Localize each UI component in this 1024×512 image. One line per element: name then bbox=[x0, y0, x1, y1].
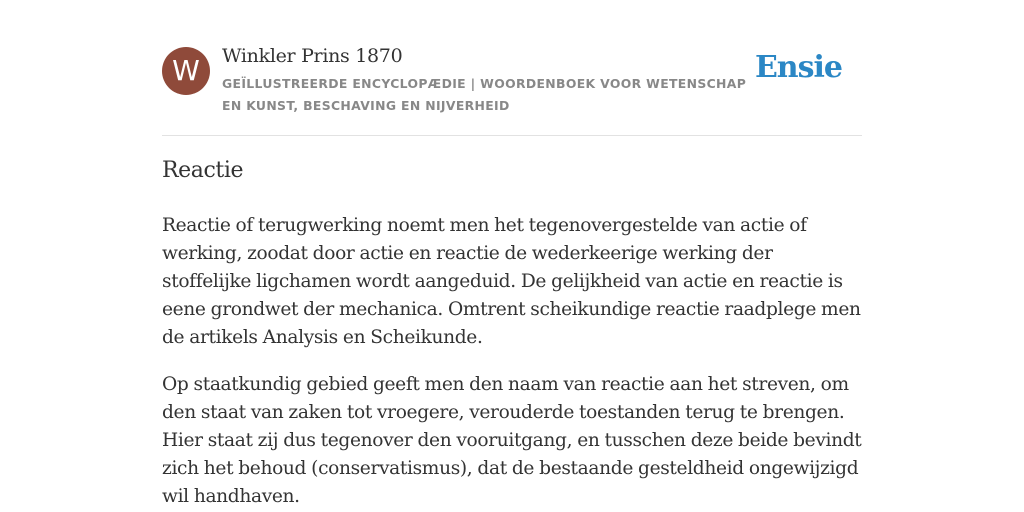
ensie-logo[interactable]: Ensie bbox=[754, 50, 842, 85]
entry-paragraph: Op staatkundig gebied geeft men den naam van reactie aan het streven, om den staat van zaken tot vroegere, verouderde toestanden terug te brengen. Hier staat zij dus tegenover den vooruitgang, en tusschen deze beide bevindt zich het behoud (conservatismus), dat de bestaande gesteldheid ongewijzigd wil handhaven. bbox=[162, 374, 862, 507]
header-divider bbox=[162, 135, 862, 136]
source-subtitle: GEÏLLUSTREERDE ENCYCLOPÆDIE | WOORDENBOEK VOOR WETENSCHAP EN KUNST, BESCHAVING EN NIJVERHEID bbox=[222, 76, 747, 113]
entry-paragraph: Reactie of terugwerking noemt men het tegenovergestelde van actie of werking, zoodat door actie en reactie de wederkeerige werking der stoffelijke ligchamen wordt aangeduid. De gelijkheid van actie en reactie is eene grondwet der mechanica. Omtrent scheikundige reactie raadplege men de artikels Analysis en Scheikunde. bbox=[162, 215, 861, 348]
source-avatar: W bbox=[162, 47, 210, 95]
source-title[interactable]: Winkler Prins 1870 bbox=[222, 45, 403, 67]
entry-title: Reactie bbox=[162, 158, 244, 183]
source-header bbox=[162, 44, 862, 134]
entry-body bbox=[162, 212, 862, 512]
